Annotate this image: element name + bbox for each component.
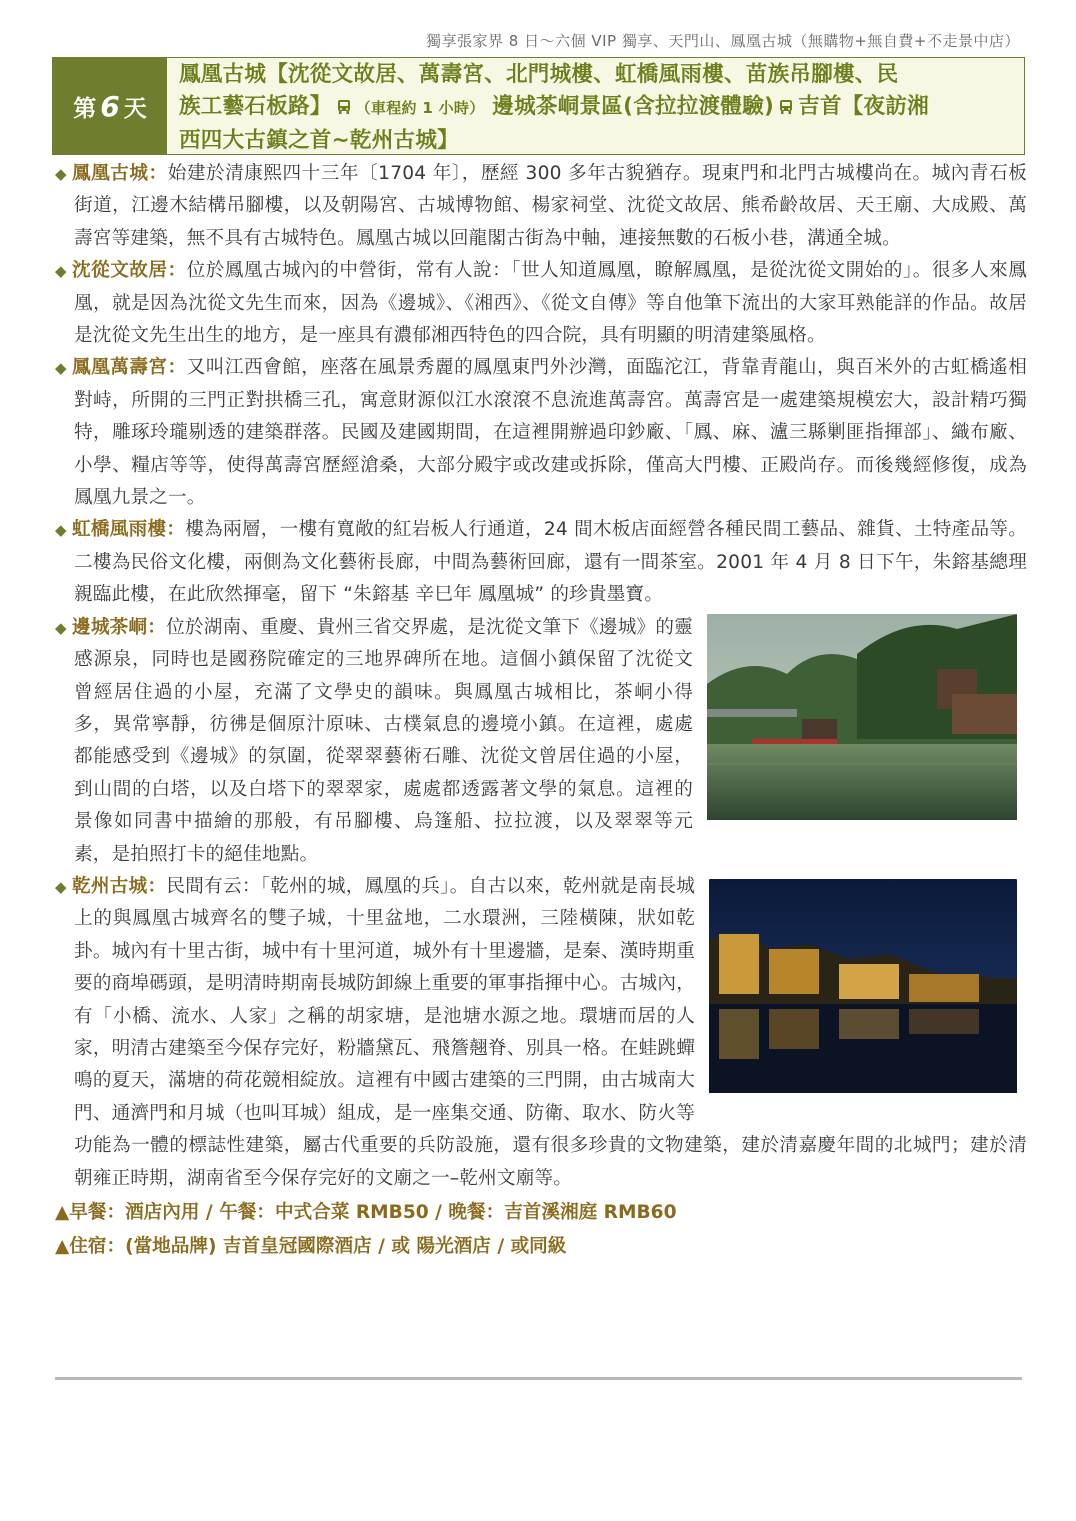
photo-chadong-river (707, 614, 1017, 831)
diamond-bullet-icon: ◆ (55, 359, 67, 378)
title-line-2a: 族工藝石板路】 (179, 94, 332, 119)
section-heading: 沈從文故居： (72, 260, 187, 282)
section-chadong (55, 612, 1027, 871)
section-fenghuang (55, 158, 1027, 255)
bus-icon (336, 93, 352, 125)
bus-icon (778, 93, 794, 125)
diamond-bullet-icon: ◆ (55, 877, 67, 896)
section-text: 位於湖南、重慶、貴州三省交界處，是沈從文筆下《邊城》的靈感源泉，同時也是國務院確定的三地界碑所在地。這個小鎮保留了沈從文曾經居住過的小屋，充滿了文學史的韻味。與鳳凰古城相比，茶峒小得多，異常寧靜，彷彿是個原汁原味、古樸氣息的邊境小鎮。在這裡，處處都能感受到《邊城》的氛圍，從翠翠藝術石雕、沈從文曾居住過的小屋，到山間的白塔，以及白塔下的翠翠家，處處都透露著文學的氣息。這裡的景像如同書中描繪的那般，有吊腳樓、烏篷船、拉拉渡，以及翠翠等元素，是拍照打卡的絕佳地點。 (74, 616, 693, 865)
diamond-bullet-icon: ◆ (55, 165, 67, 183)
itinerary-content (55, 158, 1027, 1264)
photo-qianzhou-night (709, 879, 1017, 1104)
title-line-1: 鳳凰古城【沈從文故居、萬壽宮、北門城樓、虹橋風雨樓、苗族吊腳樓、民 (179, 62, 899, 87)
section-heading: 鳳凰古城： (72, 163, 168, 184)
day-banner (52, 57, 1025, 155)
section-wanshougong (55, 352, 1027, 514)
day-number: 6 (100, 89, 120, 123)
section-heading: 虹橋風雨樓： (72, 519, 186, 541)
day-suffix: 天 (123, 95, 147, 122)
meals-info: ▲早餐：酒店內用 / 午餐：中式合菜 RMB50 / 晚餐：吉首溪湘庭 RMB60 (55, 1202, 677, 1223)
section-text: 又叫江西會館，座落在風景秀麗的鳳凰東門外沙灣，面臨沱江，背靠青龍山，與百米外的古虹橋遙相對峙，所開的三門正對拱橋三孔，寓意財源似江水滾滾不息流進萬壽宮。萬壽宮是一處建築規模宏大，設計精巧獨特，雕琢玲瓏剔透的建築群落。民國及建國期間，在這裡開辦過印鈔廠、「鳳、麻、瀘三縣剿匪指揮部」、織布廠、小學、糧店等等，使得萬壽宮歷經滄桑，大部分殿宇或改建或拆除，僅高大門樓、正殿尚存。而後幾經修復，成為鳳凰九景之一。 (74, 357, 1027, 509)
title-line-2b: 邊城茶峒景區(含拉拉渡體驗) (492, 94, 775, 119)
hotel-info: ▲住宿：(當地品牌) 吉首皇冠國際酒店 / 或 陽光酒店 / 或同級 (55, 1236, 567, 1258)
document-header: 獨享張家界 8 日～六個 VIP 獨享、天門山、鳳凰古城（無購物+無自費+不走景中店） (426, 32, 1020, 50)
day-title (167, 58, 1024, 154)
section-heading: 鳳凰萬壽宮： (72, 357, 187, 379)
title-line-2c: 吉首【夜訪湘 (798, 94, 929, 119)
section-heading: 乾州古城： (72, 875, 167, 897)
section-heading: 邊城茶峒： (72, 616, 167, 638)
day-prefix: 第 (73, 95, 97, 122)
section-qianzhou (55, 871, 1027, 1195)
drive-time: （車程約 1 小時） (355, 99, 485, 117)
title-line-3: 西四大古鎮之首~乾州古城】 (179, 128, 459, 153)
diamond-bullet-icon: ◆ (55, 618, 67, 637)
diamond-bullet-icon: ◆ (55, 521, 67, 540)
section-text: 樓為兩層，一樓有寬敞的紅岩板人行通道，24 間木板店面經營各種民間工藝品、雜貨、土特產品等。二樓為民俗文化樓，兩側為文化藝術長廊，中間為藝術回廊，還有一間茶室。2001 年 4 月 8 日下午，朱鎔基總理親臨此樓，在此欣然揮毫，留下 “朱鎔基 辛巳年 鳳凰城” 的珍貴墨寶。 (74, 519, 1027, 606)
section-shencongwen (55, 255, 1027, 352)
section-text: 位於鳳凰古城內的中營街，常有人說：「世人知道鳳凰，瞭解鳳凰，是從沈從文開始的」。很多人來鳳凰，就是因為沈從文先生而來，因為《邊城》、《湘西》、《從文自傳》等自他筆下流出的大家耳熟能詳的作品。故居是沈從文先生出生的地方，是一座具有濃郁湘西特色的四合院，具有明顯的明清建築風格。 (74, 260, 1027, 347)
bottom-divider (55, 1377, 1022, 1380)
day-label (53, 58, 167, 154)
section-hongqiao (55, 514, 1027, 611)
diamond-bullet-icon: ◆ (55, 262, 67, 281)
section-text: 始建於清康熙四十三年〔1704 年〕，歷經 300 多年古貌猶存。現東門和北門古城樓尚在。城內青石板街道，江邊木結構吊腳樓，以及朝陽宮、古城博物館、楊家祠堂、沈從文故居、熊希齡故居、天王廟、大成殿、萬壽宮等建築，無不具有古城特色。鳳凰古城以回龍閣古街為中軸，連接無數的石板小巷，溝通全城。 (74, 163, 1027, 249)
section-text: 民間有云：「乾州的城，鳳凰的兵」。自古以來，乾州就是南長城上的與鳳凰古城齊名的雙子城，十里盆地，二水環洲，三陸橫陳，狀如乾卦。城內有十里古街，城中有十里河道，城外有十里邊牆，是秦、漢時期重要的商埠碼頭，是明清時期南長城防卸線上重要的軍事指揮中心。古城內，有「小橋、流水、人家」之稱的胡家塘，是池塘水源之地。環塘而居的人家，明清古建築至今保存完好，粉牆黛瓦、飛簷翹脊、別具一格。在蛙跳蟬鳴的夏天，滿塘的荷花競相綻放。這裡有中國古建築的三門開，由古城南大門、通濟門和月城（也叫耳城）組成，是一座集交通、防衛、取水、防火等功能為一體的標誌性建築，屬古代重要的兵防設施，還有很多珍貴的文物建築，建於清嘉慶年間的北城門；建於清朝雍正時期，湖南省至今保存完好的文廟之一–乾州文廟等。 (74, 875, 1027, 1189)
